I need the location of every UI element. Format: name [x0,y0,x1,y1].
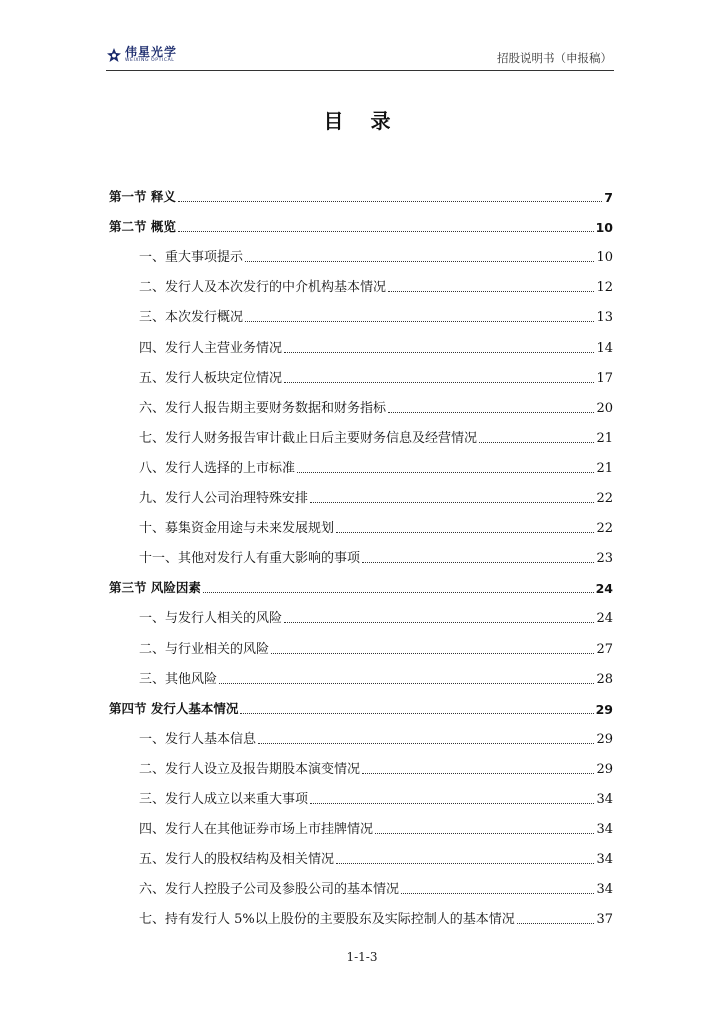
toc-entry-label: 一、发行人基本信息 [139,731,257,747]
toc-entry-label: 二、发行人设立及报告期股本演变情况 [139,761,361,777]
toc-dot-leader [375,833,594,834]
toc-entry-page: 34 [596,852,613,868]
toc-dot-leader [517,923,595,924]
toc-dot-leader [284,382,594,383]
toc-dot-leader [258,743,594,744]
toc-dot-leader [219,683,594,684]
toc-entry-label: 六、发行人控股子公司及参股公司的基本情况 [139,882,400,898]
toc-dot-leader [479,442,594,443]
toc-entry-label: 二、与行业相关的风险 [139,641,270,657]
toc-entry-page: 22 [596,521,613,537]
toc-subsection-row[interactable] [109,782,613,812]
toc-entry-page: 28 [596,671,613,687]
toc-entry-page: 23 [596,551,613,567]
toc-subsection-row[interactable] [109,902,613,932]
toc-dot-leader [310,803,594,804]
toc-entry-label: 三、本次发行概况 [139,310,244,326]
document-title: 招股说明书（申报稿） [497,51,612,65]
toc-entry-page: 29 [595,701,613,717]
toc-entry-label: 六、发行人报告期主要财务数据和财务指标 [139,400,387,416]
toc-dot-leader [362,562,594,563]
toc-subsection-row[interactable] [109,631,613,661]
toc-dot-leader [362,773,594,774]
toc-entry-page: 7 [604,190,613,206]
toc-dot-leader [178,231,594,232]
toc-entry-label: 第一节 释义 [109,189,176,205]
toc-entry-label: 一、重大事项提示 [139,250,244,266]
toc-entry-page: 10 [596,250,613,266]
toc-dot-leader [271,653,594,654]
toc-entry-label: 第四节 发行人基本情况 [109,700,239,716]
toc-entry-label: 十、募集资金用途与未来发展规划 [139,521,335,537]
toc-subsection-row[interactable] [109,270,613,300]
toc-subsection-row[interactable] [109,330,613,360]
toc-dot-leader [336,863,594,864]
star-logo-icon [106,47,122,63]
toc-dot-leader [388,291,594,292]
toc-entry-page: 13 [596,310,613,326]
toc-dot-leader [178,201,602,202]
toc-dot-leader [284,352,594,353]
toc-subsection-row[interactable] [109,722,613,752]
toc-dot-leader [245,321,594,322]
toc-subsection-row[interactable] [109,451,613,481]
toc-dot-leader [297,472,594,473]
toc-dot-leader [245,261,594,262]
toc-entry-label: 三、其他风险 [139,671,218,687]
toc-subsection-row[interactable] [109,601,613,631]
toc-dot-leader [401,893,594,894]
toc-subsection-row[interactable] [109,752,613,782]
toc-entry-label: 第三节 风险因素 [109,580,201,596]
toc-entry-page: 27 [596,641,613,657]
toc-section-row[interactable] [109,180,613,210]
toc-entry-page: 29 [596,731,613,747]
toc-subsection-row[interactable] [109,481,613,511]
toc-dot-leader [310,502,594,503]
toc-entry-label: 第二节 概览 [109,219,176,235]
toc-subsection-row[interactable] [109,300,613,330]
toc-entry-page: 34 [596,791,613,807]
logo-text-en: WEIXING OPTICAL [125,58,175,63]
toc-subsection-row[interactable] [109,391,613,421]
toc-entry-label: 八、发行人选择的上市标准 [139,460,296,476]
toc-dot-leader [388,412,594,413]
toc-section-row[interactable] [109,692,613,722]
toc-subsection-row[interactable] [109,842,613,872]
toc-subsection-row[interactable] [109,421,613,451]
toc-subsection-row[interactable] [109,240,613,270]
toc-entry-page: 22 [596,491,613,507]
logo-text-cn: 伟星光学 [125,45,178,59]
toc-dot-leader [284,622,594,623]
toc-entry-page: 17 [596,370,613,386]
toc-entry-page: 29 [596,761,613,777]
toc-entry-page: 34 [596,822,613,838]
toc-entry-label: 二、发行人及本次发行的中介机构基本情况 [139,280,387,296]
toc-entry-label: 四、发行人主营业务情况 [139,340,283,356]
toc-dot-leader [203,592,594,593]
toc-entry-page: 34 [596,882,613,898]
page-header [106,40,614,71]
toc-entry-page: 12 [596,280,613,296]
toc-subsection-row[interactable] [109,541,613,571]
toc-subsection-row[interactable] [109,812,613,842]
toc-entry-page: 14 [596,340,613,356]
toc-entry-label: 三、发行人成立以来重大事项 [139,791,309,807]
toc-entry-label: 九、发行人公司治理特殊安排 [139,491,309,507]
company-logo [106,46,177,64]
toc-entry-label: 十一、其他对发行人有重大影响的事项 [139,551,361,567]
toc-subsection-row[interactable] [109,662,613,692]
toc-dot-leader [336,532,594,533]
toc-subsection-row[interactable] [109,361,613,391]
toc-entry-page: 21 [596,430,613,446]
toc-section-row[interactable] [109,210,613,240]
toc-entry-page: 37 [596,912,613,928]
page-number: 1-1-3 [346,950,378,964]
toc-entry-page: 24 [596,611,613,627]
toc-section-row[interactable] [109,571,613,601]
toc-subsection-row[interactable] [109,511,613,541]
toc-entry-page: 21 [596,460,613,476]
table-of-contents [109,180,613,932]
toc-entry-label: 一、与发行人相关的风险 [139,611,283,627]
toc-entry-label: 五、发行人的股权结构及相关情况 [139,852,335,868]
toc-dot-leader [240,713,593,714]
toc-subsection-row[interactable] [109,872,613,902]
toc-entry-page: 20 [596,400,613,416]
toc-entry-label: 七、发行人财务报告审计截止日后主要财务信息及经营情况 [139,430,478,446]
page-title: 目 录 [323,109,401,133]
toc-entry-page: 24 [595,581,613,597]
toc-entry-label: 五、发行人板块定位情况 [139,370,283,386]
toc-entry-page: 10 [595,220,613,236]
toc-entry-label: 七、持有发行人 5%以上股份的主要股东及实际控制人的基本情况 [139,912,515,928]
toc-entry-label: 四、发行人在其他证券市场上市挂牌情况 [139,822,374,838]
